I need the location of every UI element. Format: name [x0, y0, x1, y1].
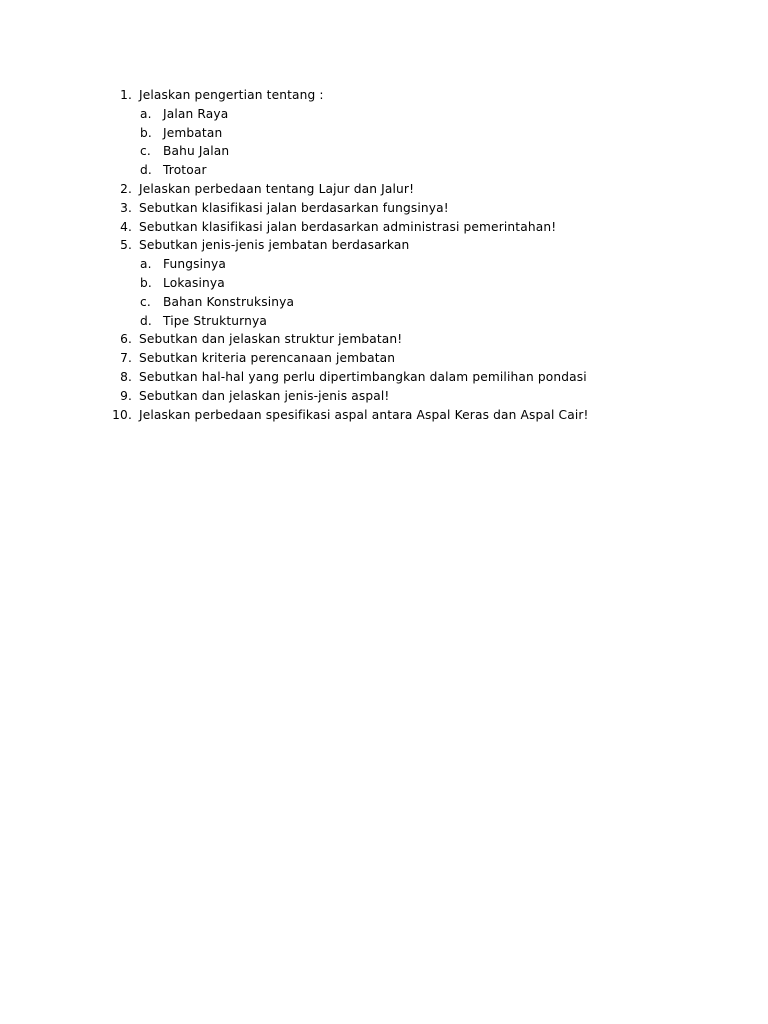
question-item — [110, 86, 750, 105]
question-item — [110, 199, 750, 218]
question-text: Jelaskan perbedaan tentang Lajur dan Jalur! — [139, 181, 415, 196]
question-text: Sebutkan hal-hal yang perlu dipertimbangkan dalam pemilihan pondasi — [139, 369, 587, 384]
question-text: Sebutkan klasifikasi jalan berdasarkan fungsinya! — [139, 200, 449, 215]
question-number: 7. — [120, 351, 132, 366]
question-number: 10. — [112, 407, 132, 422]
sub-item-text: Trotoar — [163, 163, 207, 178]
question-item — [110, 330, 750, 349]
question-text: Sebutkan klasifikasi jalan berdasarkan administrasi pemerintahan! — [139, 219, 557, 234]
sub-item-text: Tipe Strukturnya — [163, 313, 267, 328]
question-text: Sebutkan jenis-jenis jembatan berdasarkan — [139, 238, 410, 253]
question-number: 6. — [120, 332, 132, 347]
question-number: 5. — [120, 238, 132, 253]
question-number: 2. — [120, 181, 132, 196]
question-text: Sebutkan dan jelaskan struktur jembatan! — [139, 332, 403, 347]
question-text: Jelaskan pengertian tentang : — [139, 88, 324, 102]
sub-item-text: Lokasinya — [163, 275, 225, 290]
question-item — [110, 180, 750, 199]
sub-item-letter: d. — [140, 163, 152, 178]
sub-item-letter: c. — [140, 144, 151, 159]
sub-item — [110, 161, 750, 180]
sub-item-letter: d. — [140, 313, 152, 328]
sub-item — [110, 312, 750, 331]
question-number: 4. — [120, 219, 132, 234]
sub-item-text: Bahan Konstruksinya — [163, 294, 295, 309]
sub-item — [110, 274, 750, 293]
question-list — [110, 86, 750, 424]
sub-item-text: Fungsinya — [163, 257, 227, 272]
sub-item-letter: a. — [140, 106, 152, 121]
question-item — [110, 387, 750, 406]
question-item — [110, 218, 750, 237]
sub-item-text: Bahu Jalan — [163, 144, 230, 159]
sub-item — [110, 142, 750, 161]
sub-item-letter: a. — [140, 257, 152, 272]
question-item — [110, 236, 750, 255]
sub-item-letter: c. — [140, 294, 151, 309]
question-number: 1. — [120, 88, 132, 102]
question-item — [110, 406, 750, 425]
sub-item-letter: b. — [140, 275, 152, 290]
sub-item-letter: b. — [140, 125, 152, 140]
sub-item — [110, 124, 750, 143]
sub-item — [110, 255, 750, 274]
question-number: 3. — [120, 200, 132, 215]
question-number: 9. — [120, 388, 132, 403]
sub-item — [110, 293, 750, 312]
question-text: Sebutkan kriteria perencanaan jembatan — [139, 351, 396, 366]
sub-item — [110, 105, 750, 124]
question-text: Sebutkan dan jelaskan jenis-jenis aspal! — [139, 388, 390, 403]
question-text: Jelaskan perbedaan spesifikasi aspal antara Aspal Keras dan Aspal Cair! — [139, 407, 589, 422]
sub-item-text: Jembatan — [163, 125, 223, 140]
question-item — [110, 349, 750, 368]
question-number: 8. — [120, 369, 132, 384]
question-item — [110, 368, 750, 387]
sub-item-text: Jalan Raya — [163, 106, 229, 121]
